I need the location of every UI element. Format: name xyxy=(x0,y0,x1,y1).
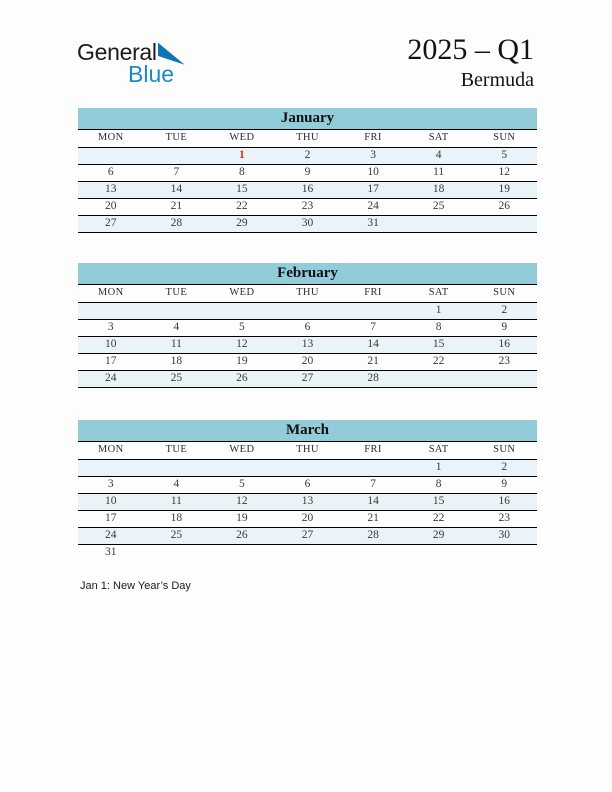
week-row xyxy=(78,511,537,528)
day-february-23: 23 xyxy=(498,355,510,367)
week-row xyxy=(78,545,537,562)
day-february-21: 21 xyxy=(367,355,379,367)
day-march-27: 27 xyxy=(301,529,314,541)
day-january-9: 9 xyxy=(304,166,311,178)
weekday-label-wed: WED xyxy=(229,444,255,455)
day-march-6: 6 xyxy=(304,478,311,490)
day-january-22: 22 xyxy=(236,200,248,212)
weekday-label-fri: FRI xyxy=(364,444,382,455)
day-january-21: 21 xyxy=(170,200,183,212)
day-march-2: 2 xyxy=(501,461,508,473)
weekday-label-mon: MON xyxy=(97,444,124,455)
weekday-label-fri: FRI xyxy=(364,287,382,298)
day-march-11: 11 xyxy=(170,495,182,507)
weekday-label-thu: THU xyxy=(296,444,319,455)
day-march-7: 7 xyxy=(370,478,376,490)
day-january-5: 5 xyxy=(501,149,508,161)
day-march-18: 18 xyxy=(170,512,183,524)
day-february-5: 5 xyxy=(239,321,245,333)
empty-day-cell xyxy=(78,460,144,476)
day-february-17: 17 xyxy=(105,355,117,367)
day-february-3: 3 xyxy=(107,321,114,333)
week-row xyxy=(78,337,537,354)
day-march-20: 20 xyxy=(301,512,314,524)
empty-day-cell xyxy=(340,545,406,562)
weekday-label-wed: WED xyxy=(229,287,255,298)
weekday-label-tue: TUE xyxy=(165,287,188,298)
day-february-27: 27 xyxy=(301,372,314,384)
day-january-8: 8 xyxy=(239,166,245,178)
empty-day-cell xyxy=(78,148,144,164)
day-january-2: 2 xyxy=(304,149,311,161)
empty-day-cell xyxy=(78,303,144,319)
month-title-march: March xyxy=(78,420,537,442)
empty-day-cell xyxy=(209,303,275,319)
day-february-6: 6 xyxy=(304,321,311,333)
day-january-24: 24 xyxy=(367,200,379,212)
day-march-5: 5 xyxy=(239,478,245,490)
general-blue-logo xyxy=(77,40,187,85)
week-row xyxy=(78,165,537,182)
day-february-18: 18 xyxy=(170,355,183,367)
day-february-9: 9 xyxy=(501,321,508,333)
weekday-label-sat: SAT xyxy=(428,132,449,143)
month-section-january xyxy=(78,108,537,233)
weekday-label-mon: MON xyxy=(97,132,124,143)
day-march-30: 30 xyxy=(498,529,510,541)
month-body-march xyxy=(78,460,537,562)
week-row xyxy=(78,303,537,320)
empty-day-cell xyxy=(275,460,341,476)
day-march-4: 4 xyxy=(173,478,180,490)
day-february-24: 24 xyxy=(105,372,117,384)
day-march-10: 10 xyxy=(105,495,117,507)
day-february-25: 25 xyxy=(170,372,183,384)
day-january-1: 1 xyxy=(239,149,245,161)
day-january-19: 19 xyxy=(498,183,510,195)
weekday-label-thu: THU xyxy=(296,287,319,298)
empty-day-cell xyxy=(209,460,275,476)
day-march-3: 3 xyxy=(107,478,114,490)
week-row xyxy=(78,371,537,388)
day-february-22: 22 xyxy=(432,355,445,367)
day-february-10: 10 xyxy=(105,338,117,350)
day-february-7: 7 xyxy=(370,321,376,333)
page-subtitle: Bermuda xyxy=(460,69,534,91)
month-title-january: January xyxy=(78,108,537,130)
empty-day-cell xyxy=(406,216,472,232)
day-march-22: 22 xyxy=(432,512,445,524)
week-row xyxy=(78,494,537,511)
empty-day-cell xyxy=(471,545,537,562)
day-january-4: 4 xyxy=(435,149,442,161)
day-january-18: 18 xyxy=(432,183,445,195)
week-row xyxy=(78,528,537,545)
day-march-21: 21 xyxy=(367,512,379,524)
empty-day-cell xyxy=(275,545,341,562)
day-january-14: 14 xyxy=(170,183,183,195)
weekday-label-tue: TUE xyxy=(165,444,188,455)
week-row xyxy=(78,477,537,494)
day-february-11: 11 xyxy=(170,338,182,350)
empty-day-cell xyxy=(144,460,210,476)
day-february-19: 19 xyxy=(236,355,248,367)
month-title-february: February xyxy=(78,263,537,285)
day-january-12: 12 xyxy=(498,166,510,178)
day-february-26: 26 xyxy=(236,372,248,384)
empty-day-cell xyxy=(144,303,210,319)
day-march-26: 26 xyxy=(236,529,248,541)
day-january-3: 3 xyxy=(370,149,376,161)
day-january-13: 13 xyxy=(105,183,117,195)
day-march-13: 13 xyxy=(301,495,314,507)
weekday-label-fri: FRI xyxy=(364,132,382,143)
weekday-label-sun: SUN xyxy=(493,287,516,298)
day-march-15: 15 xyxy=(432,495,445,507)
page-title: 2025 – Q1 xyxy=(407,33,534,66)
weekday-label-tue: TUE xyxy=(165,132,188,143)
weekday-label-sat: SAT xyxy=(428,444,449,455)
day-february-4: 4 xyxy=(173,321,180,333)
month-section-march xyxy=(78,420,537,562)
empty-day-cell xyxy=(209,545,275,562)
logo-text-blue: Blue xyxy=(128,61,175,87)
day-january-31: 31 xyxy=(367,217,379,229)
empty-day-cell xyxy=(144,148,210,164)
empty-day-cell xyxy=(471,216,537,232)
weekday-label-thu: THU xyxy=(296,132,319,143)
day-february-13: 13 xyxy=(301,338,314,350)
day-february-20: 20 xyxy=(301,355,314,367)
day-march-8: 8 xyxy=(435,478,442,490)
day-march-9: 9 xyxy=(501,478,508,490)
month-body-february xyxy=(78,303,537,388)
day-january-28: 28 xyxy=(170,217,183,229)
weekday-label-sun: SUN xyxy=(493,444,516,455)
empty-day-cell xyxy=(406,545,472,562)
day-january-11: 11 xyxy=(433,166,445,178)
weekday-label-sat: SAT xyxy=(428,287,449,298)
week-row xyxy=(78,354,537,371)
day-february-8: 8 xyxy=(435,321,442,333)
day-march-1: 1 xyxy=(435,461,442,473)
day-february-1: 1 xyxy=(435,304,442,316)
day-february-28: 28 xyxy=(367,372,379,384)
day-march-23: 23 xyxy=(498,512,510,524)
day-february-16: 16 xyxy=(498,338,510,350)
week-row xyxy=(78,460,537,477)
day-january-29: 29 xyxy=(236,217,248,229)
empty-day-cell xyxy=(144,545,210,562)
day-january-27: 27 xyxy=(105,217,117,229)
day-march-14: 14 xyxy=(367,495,379,507)
empty-day-cell xyxy=(275,303,341,319)
day-march-29: 29 xyxy=(432,529,445,541)
week-row xyxy=(78,148,537,165)
day-january-10: 10 xyxy=(367,166,379,178)
day-march-16: 16 xyxy=(498,495,510,507)
day-january-26: 26 xyxy=(498,200,510,212)
day-march-25: 25 xyxy=(170,529,183,541)
week-row xyxy=(78,182,537,199)
empty-day-cell xyxy=(340,460,406,476)
weekday-header-row xyxy=(78,442,537,460)
empty-day-cell xyxy=(471,371,537,387)
weekday-label-wed: WED xyxy=(229,132,255,143)
day-january-30: 30 xyxy=(301,217,314,229)
day-march-19: 19 xyxy=(236,512,248,524)
weekday-label-mon: MON xyxy=(97,287,124,298)
week-row xyxy=(78,199,537,216)
empty-day-cell xyxy=(340,303,406,319)
day-february-12: 12 xyxy=(236,338,248,350)
day-january-17: 17 xyxy=(367,183,379,195)
day-march-12: 12 xyxy=(236,495,248,507)
day-february-14: 14 xyxy=(367,338,379,350)
week-row xyxy=(78,320,537,337)
holiday-note: Jan 1: New Year’s Day xyxy=(80,580,191,592)
day-january-7: 7 xyxy=(173,166,180,178)
day-march-24: 24 xyxy=(105,529,117,541)
weekday-label-sun: SUN xyxy=(493,132,516,143)
weekday-header-row xyxy=(78,285,537,303)
day-march-17: 17 xyxy=(105,512,117,524)
day-january-16: 16 xyxy=(301,183,314,195)
title-block xyxy=(407,34,534,92)
week-row xyxy=(78,216,537,233)
logo-text-general: General xyxy=(77,39,157,65)
day-january-23: 23 xyxy=(301,200,314,212)
day-february-15: 15 xyxy=(432,338,445,350)
month-body-january xyxy=(78,148,537,233)
day-january-20: 20 xyxy=(105,200,117,212)
day-march-31: 31 xyxy=(105,546,117,558)
month-section-february xyxy=(78,263,537,388)
empty-day-cell xyxy=(406,371,472,387)
day-january-6: 6 xyxy=(107,166,114,178)
weekday-header-row xyxy=(78,130,537,148)
day-january-25: 25 xyxy=(432,200,445,212)
day-march-28: 28 xyxy=(367,529,379,541)
day-february-2: 2 xyxy=(501,304,508,316)
day-january-15: 15 xyxy=(236,183,248,195)
